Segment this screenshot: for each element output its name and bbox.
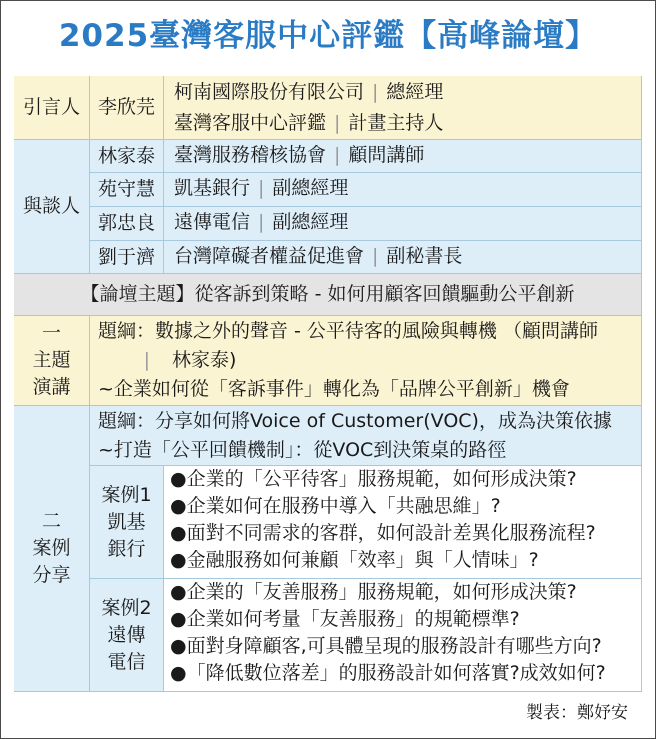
intro-title-2: 計畫主持人 xyxy=(348,112,444,134)
panel-affiliation-3 xyxy=(164,207,642,241)
separator: | xyxy=(372,245,379,267)
section1-outline xyxy=(90,316,642,406)
case2-label-company-1: 遠傳 xyxy=(107,623,146,646)
case2-bullets xyxy=(164,579,642,692)
forum-theme: 【論壇主題】從客訴到策略 - 如何用顧客回饋驅動公平創新 xyxy=(14,274,642,316)
section2-label-number: 二 xyxy=(41,510,61,532)
panel-role: 與談人 xyxy=(14,140,90,274)
case1-label-company-1: 凱基 xyxy=(107,510,146,533)
intro-title-1: 總經理 xyxy=(386,81,444,103)
section1-label-line-2: 演講 xyxy=(32,376,71,398)
case1-bullet-2: ●企業如何在服務中導入「共融思維」? xyxy=(170,495,501,517)
panel-title-3: 副總經理 xyxy=(272,211,349,233)
case2-bullet-1: ●企業的「友善服務」服務規範，如何形成決策? xyxy=(170,581,577,603)
intro-affiliations xyxy=(164,76,642,140)
panel-org-2: 凱基銀行 xyxy=(174,177,251,199)
section2-outline-line-2: ~打造「公平回饋機制」：從VOC到決策桌的路徑 xyxy=(98,439,507,461)
panel-affiliation-4 xyxy=(164,241,642,274)
case1-bullet-3: ●面對不同需求的客群，如何設計差異化服務流程? xyxy=(170,522,596,544)
intro-line-2 xyxy=(174,108,641,139)
case1-label-company-2: 銀行 xyxy=(107,537,146,560)
case1-label xyxy=(90,466,164,579)
case1-bullet-4: ●金融服務如何兼顧「效率」與「人情味」? xyxy=(170,549,539,571)
case1-label-number: 案例1 xyxy=(101,483,152,506)
case2-bullet-2: ●企業如何考量「友善服務」的規範標準? xyxy=(170,608,520,630)
separator: | xyxy=(258,211,265,233)
panel-name-1: 林家泰 xyxy=(90,140,164,173)
panel-name-3: 郭忠良 xyxy=(90,207,164,241)
section1-label-number: 一 xyxy=(41,322,61,344)
section2-label-line-2: 分享 xyxy=(32,564,71,586)
separator: | xyxy=(334,144,341,166)
case2-bullet-4: ●「降低數位落差」的服務設計如何落實?成效如何? xyxy=(170,662,606,684)
separator: | xyxy=(143,349,150,371)
section2-outline xyxy=(90,406,642,466)
intro-org-1: 柯南國際股份有限公司 xyxy=(174,81,365,103)
panel-affiliation-1 xyxy=(164,140,642,173)
section1-label-line-1: 主題 xyxy=(32,349,71,371)
section1-speaker: 林家泰) xyxy=(172,349,237,371)
panel-title-2: 副總經理 xyxy=(272,177,349,199)
section1-outline-line-3: ~企業如何從「客訴事件」轉化為「品牌公平創新」機會 xyxy=(98,378,570,400)
separator: | xyxy=(258,177,265,199)
section1-outline-line-1: 題綱：數據之外的聲音 - 公平待客的風險與轉機 （顧問講師 xyxy=(98,320,598,342)
separator: | xyxy=(372,81,379,103)
intro-org-2: 臺灣客服中心評鑑 xyxy=(174,112,327,134)
section2-outline-line-1: 題綱：分享如何將Voice of Customer(VOC)，成為決策依據 xyxy=(98,410,612,432)
section2-label xyxy=(14,406,90,692)
table-credit: 製表：鄭妤安 xyxy=(526,703,628,723)
intro-line-1 xyxy=(174,77,641,108)
panel-affiliation-2 xyxy=(164,173,642,207)
panel-org-1: 臺灣服務稽核協會 xyxy=(174,144,327,166)
intro-role: 引言人 xyxy=(14,76,90,140)
panel-org-3: 遠傳電信 xyxy=(174,211,251,233)
case2-label-company-2: 電信 xyxy=(107,650,146,673)
panel-title-1: 顧問講師 xyxy=(348,144,425,166)
case2-label-number: 案例2 xyxy=(101,596,152,619)
case2-bullet-3: ●面對身障顧客,可具體呈現的服務設計有哪些方向? xyxy=(170,635,602,657)
case1-bullet-1: ●企業的「公平待客」服務規範，如何形成決策? xyxy=(170,468,577,490)
panel-name-2: 苑守慧 xyxy=(90,173,164,207)
page-title: 2025臺灣客服中心評鑑【高峰論壇】 xyxy=(58,18,598,54)
section1-label xyxy=(14,316,90,406)
panel-title-4: 副秘書長 xyxy=(386,245,463,267)
intro-name: 李欣芫 xyxy=(90,76,164,140)
panel-org-4: 台灣障礙者權益促進會 xyxy=(174,245,365,267)
separator: | xyxy=(334,112,341,134)
panel-name-4: 劉于濟 xyxy=(90,241,164,274)
section2-label-line-1: 案例 xyxy=(32,537,71,559)
section1-outline-line-2 xyxy=(98,346,641,375)
case1-bullets xyxy=(164,466,642,579)
case2-label xyxy=(90,579,164,692)
